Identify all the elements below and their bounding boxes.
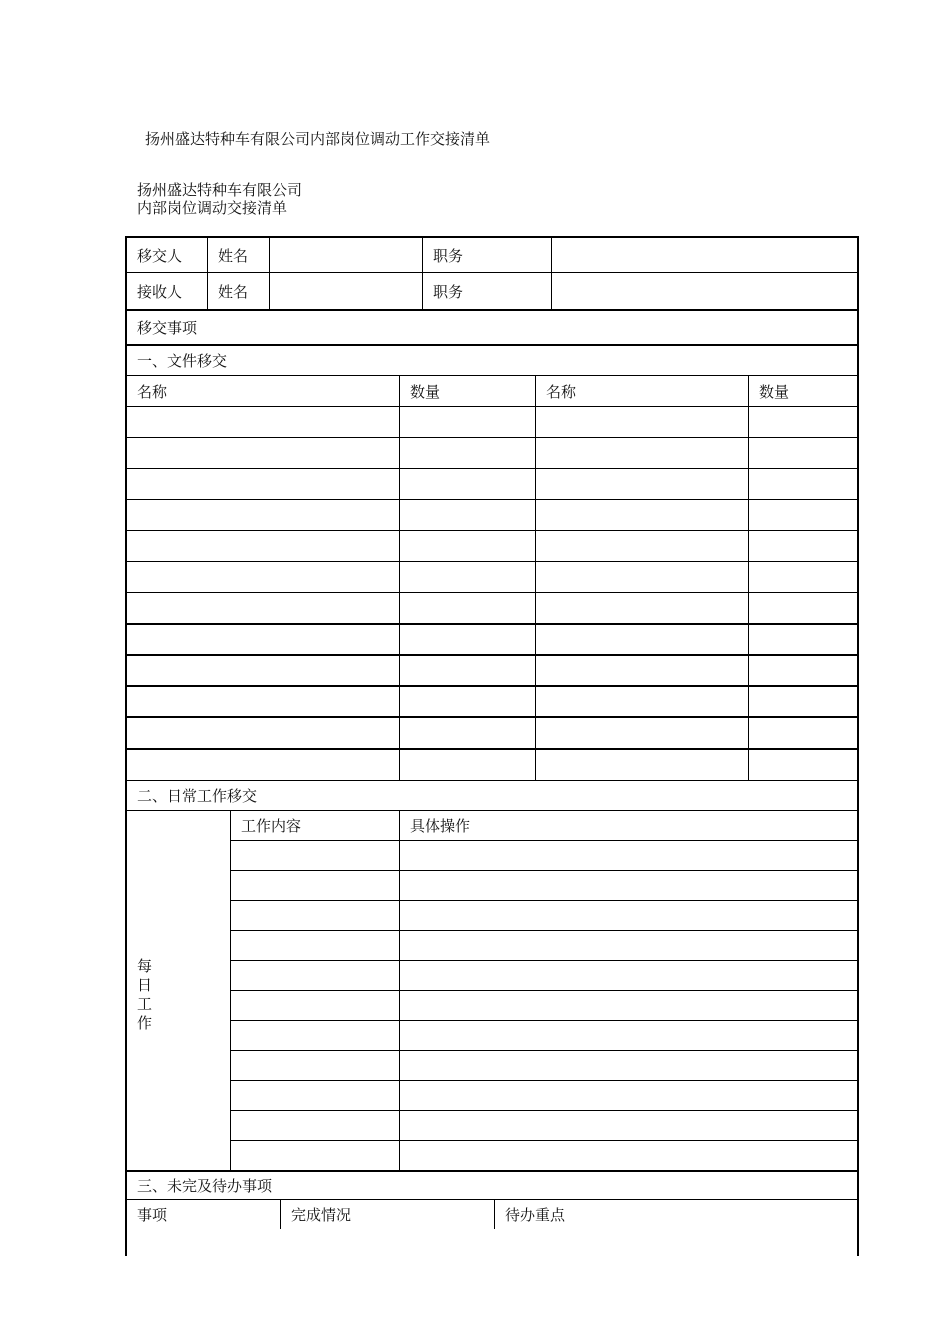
section1-title: 一、文件移交 xyxy=(137,352,228,370)
file-name-cell[interactable] xyxy=(535,593,748,623)
table-row xyxy=(127,438,857,469)
file-qty-cell[interactable] xyxy=(399,625,535,654)
file-qty-cell[interactable] xyxy=(399,500,535,530)
transferor-name-field[interactable] xyxy=(269,238,422,272)
file-qty-cell[interactable] xyxy=(399,469,535,499)
file-qty-cell[interactable] xyxy=(748,718,857,748)
file-name-cell[interactable] xyxy=(127,500,399,530)
col-header-work-content: 工作内容 xyxy=(241,817,302,835)
file-qty-cell[interactable] xyxy=(748,438,857,468)
file-name-cell[interactable] xyxy=(127,656,399,685)
table-row xyxy=(127,469,857,500)
receiver-name-label: 姓名 xyxy=(207,273,269,309)
file-name-cell[interactable] xyxy=(127,718,399,748)
receiver-position-label: 职务 xyxy=(422,273,551,309)
file-qty-cell[interactable] xyxy=(748,469,857,499)
work-content-cell[interactable] xyxy=(231,841,399,870)
file-qty-cell[interactable] xyxy=(399,750,535,780)
section1-title-row xyxy=(127,346,857,376)
daily-header-row xyxy=(231,811,857,841)
table-row xyxy=(231,1081,857,1111)
table-row xyxy=(127,531,857,562)
operation-cell[interactable] xyxy=(399,961,857,990)
daily-work-label: 每日工作 xyxy=(137,957,153,1032)
daily-work-block xyxy=(127,811,857,1172)
section3-title-row xyxy=(127,1172,857,1200)
file-name-cell[interactable] xyxy=(127,562,399,592)
section3-header-row xyxy=(127,1200,857,1229)
file-name-cell[interactable] xyxy=(535,750,748,780)
operation-cell[interactable] xyxy=(399,1051,857,1080)
table-row xyxy=(127,750,857,781)
file-qty-cell[interactable] xyxy=(748,562,857,592)
table-row xyxy=(127,500,857,531)
file-qty-cell[interactable] xyxy=(399,531,535,561)
handover-form xyxy=(125,236,859,1256)
file-name-cell[interactable] xyxy=(127,531,399,561)
col-header-qty-2: 数量 xyxy=(748,376,857,406)
table-row xyxy=(127,718,857,750)
col-header-qty-1: 数量 xyxy=(399,376,535,406)
work-content-cell[interactable] xyxy=(231,1111,399,1140)
work-content-cell[interactable] xyxy=(231,991,399,1020)
file-qty-cell[interactable] xyxy=(399,593,535,623)
operation-cell[interactable] xyxy=(399,901,857,930)
work-content-cell[interactable] xyxy=(231,1141,399,1170)
file-qty-cell[interactable] xyxy=(399,687,535,716)
col-header-name-1: 名称 xyxy=(137,382,168,401)
operation-cell[interactable] xyxy=(399,1111,857,1140)
col-header-todo-focus: 待办重点 xyxy=(494,1200,857,1229)
work-content-cell[interactable] xyxy=(231,871,399,900)
file-qty-cell[interactable] xyxy=(399,438,535,468)
operation-cell[interactable] xyxy=(399,1141,857,1170)
table-row xyxy=(231,931,857,961)
file-name-cell[interactable] xyxy=(535,500,748,530)
table-row xyxy=(127,625,857,656)
file-name-cell[interactable] xyxy=(535,562,748,592)
file-qty-cell[interactable] xyxy=(748,500,857,530)
file-name-cell[interactable] xyxy=(535,438,748,468)
operation-cell[interactable] xyxy=(399,841,857,870)
file-name-cell[interactable] xyxy=(127,593,399,623)
receiver-name-field[interactable] xyxy=(269,273,422,309)
document-title: 扬州盛达特种车有限公司内部岗位调动工作交接清单 xyxy=(145,130,491,148)
table-row xyxy=(231,871,857,901)
file-qty-cell[interactable] xyxy=(748,531,857,561)
col-header-status: 完成情况 xyxy=(280,1200,494,1229)
file-qty-cell[interactable] xyxy=(399,407,535,437)
col-header-item: 事项 xyxy=(137,1206,168,1224)
file-qty-cell[interactable] xyxy=(399,718,535,748)
table-row xyxy=(231,841,857,871)
table-row xyxy=(127,687,857,718)
file-name-cell[interactable] xyxy=(127,750,399,780)
col-header-operation: 具体操作 xyxy=(399,811,857,840)
work-content-cell[interactable] xyxy=(231,1051,399,1080)
transferor-label: 移交人 xyxy=(137,246,183,265)
file-name-cell[interactable] xyxy=(127,407,399,437)
table-row xyxy=(127,407,857,438)
section2-title: 二、日常工作移交 xyxy=(137,787,258,805)
work-content-cell[interactable] xyxy=(231,1021,399,1050)
table-row xyxy=(127,593,857,625)
table-row xyxy=(231,1021,857,1051)
table-row xyxy=(231,1111,857,1141)
table-row xyxy=(231,1141,857,1170)
transfer-items-label: 移交事项 xyxy=(137,319,198,337)
col-header-name-2: 名称 xyxy=(535,376,748,406)
file-name-cell[interactable] xyxy=(127,469,399,499)
table-row xyxy=(127,656,857,687)
transferor-position-field[interactable] xyxy=(551,238,857,272)
operation-cell[interactable] xyxy=(399,991,857,1020)
table-row xyxy=(127,562,857,593)
file-qty-cell[interactable] xyxy=(748,656,857,685)
operation-cell[interactable] xyxy=(399,1021,857,1050)
file-qty-cell[interactable] xyxy=(748,407,857,437)
file-qty-cell[interactable] xyxy=(748,625,857,654)
section3-title: 三、未完及待办事项 xyxy=(137,1177,273,1195)
file-name-cell[interactable] xyxy=(535,407,748,437)
file-name-cell[interactable] xyxy=(535,531,748,561)
company-name: 扬州盛达特种车有限公司 xyxy=(137,181,303,199)
file-name-cell[interactable] xyxy=(127,625,399,654)
table-row xyxy=(231,901,857,931)
table-row xyxy=(231,991,857,1021)
file-qty-cell[interactable] xyxy=(748,593,857,623)
form-subtitle: 内部岗位调动交接清单 xyxy=(137,199,288,217)
transferor-row xyxy=(127,238,857,273)
transferor-name-label: 姓名 xyxy=(207,238,269,272)
file-qty-cell[interactable] xyxy=(399,656,535,685)
work-content-cell[interactable] xyxy=(231,961,399,990)
operation-cell[interactable] xyxy=(399,931,857,960)
file-qty-cell[interactable] xyxy=(399,562,535,592)
transferor-position-label: 职务 xyxy=(422,238,551,272)
file-name-cell[interactable] xyxy=(535,469,748,499)
receiver-row xyxy=(127,273,857,311)
file-name-cell[interactable] xyxy=(535,656,748,685)
daily-work-side-cell xyxy=(127,811,231,1170)
operation-cell[interactable] xyxy=(399,1081,857,1110)
file-name-cell[interactable] xyxy=(535,718,748,748)
file-name-cell[interactable] xyxy=(127,687,399,716)
work-content-cell[interactable] xyxy=(231,931,399,960)
table-row xyxy=(231,961,857,991)
section1-header-row xyxy=(127,376,857,407)
transfer-items-row xyxy=(127,311,857,346)
work-content-cell[interactable] xyxy=(231,901,399,930)
work-content-cell[interactable] xyxy=(231,1081,399,1110)
file-name-cell[interactable] xyxy=(535,625,748,654)
file-name-cell[interactable] xyxy=(127,438,399,468)
file-name-cell[interactable] xyxy=(535,687,748,716)
file-qty-cell[interactable] xyxy=(748,687,857,716)
table-row xyxy=(231,1051,857,1081)
file-qty-cell[interactable] xyxy=(748,750,857,780)
operation-cell[interactable] xyxy=(399,871,857,900)
receiver-label: 接收人 xyxy=(137,282,183,301)
section2-title-row xyxy=(127,781,857,811)
receiver-position-field[interactable] xyxy=(551,273,857,309)
